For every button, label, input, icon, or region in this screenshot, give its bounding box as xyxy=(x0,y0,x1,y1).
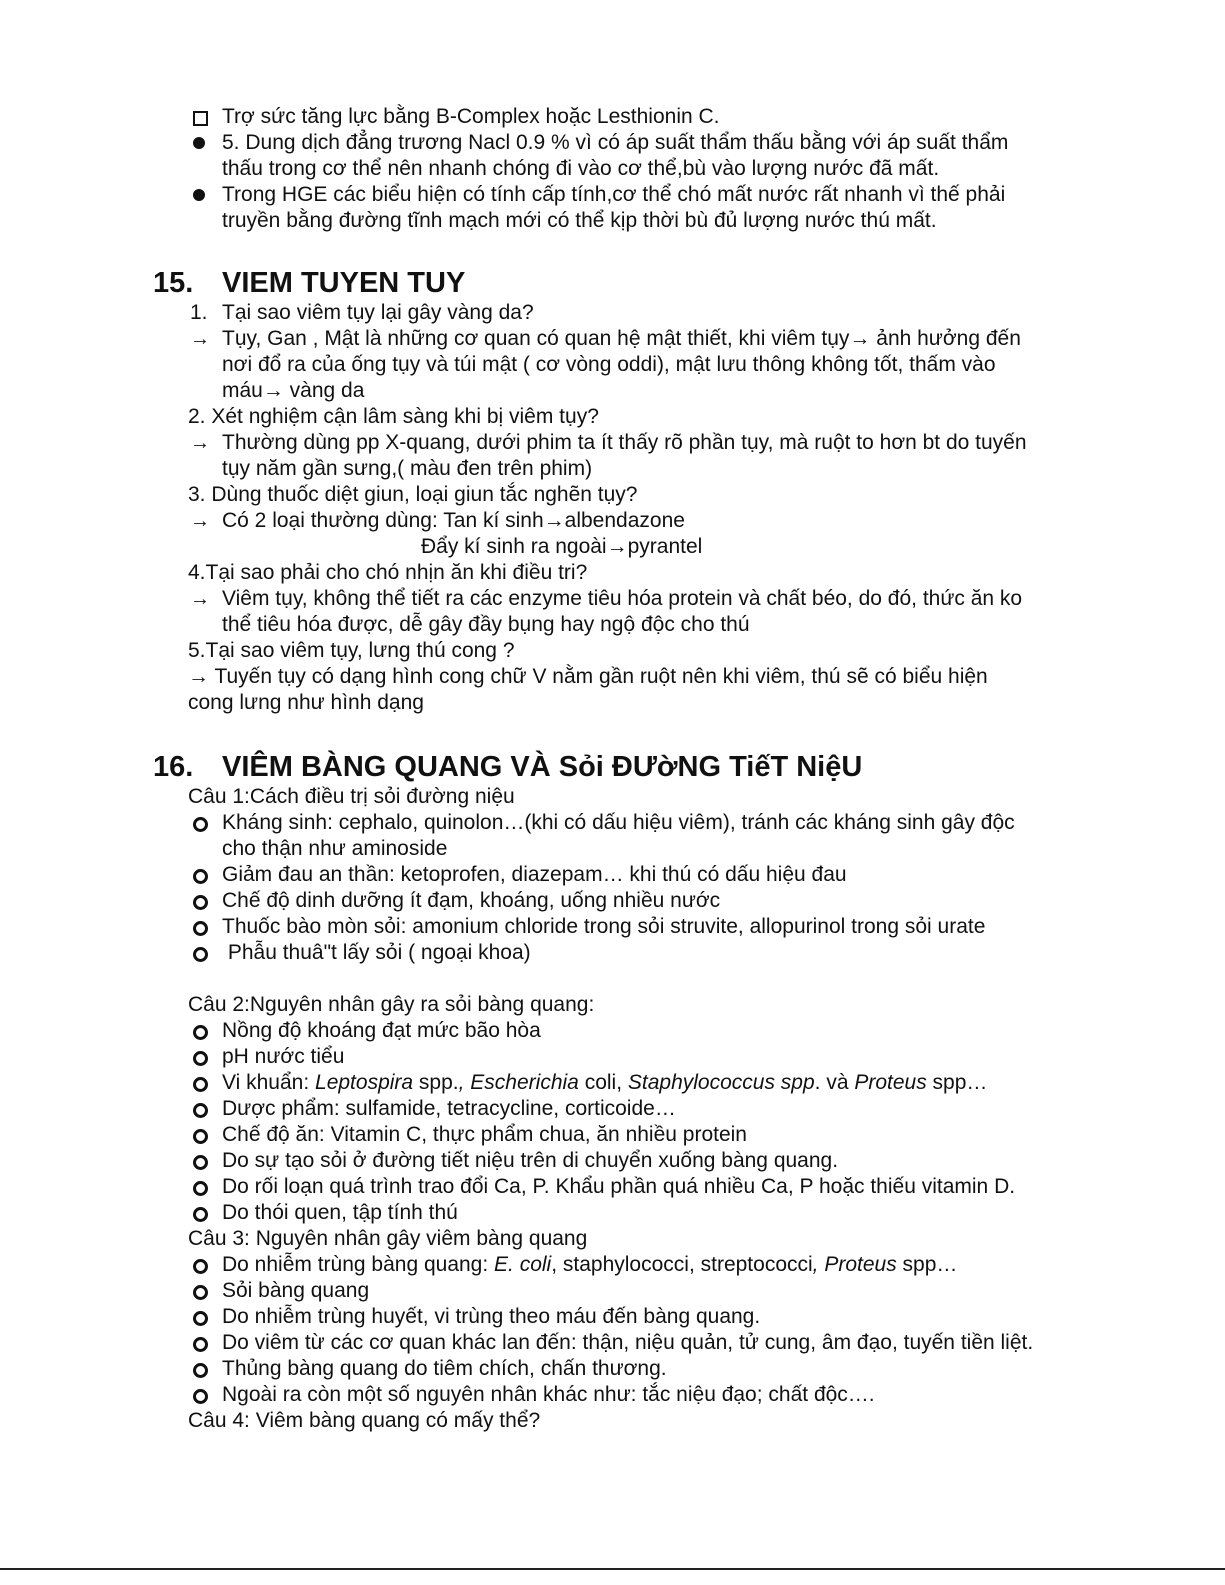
bullet-ring-icon xyxy=(193,1389,208,1404)
list-item: Giảm đau an thần: ketoprofen, diazepam… khi thú có dấu hiệu đau xyxy=(0,862,1225,888)
answer: → Tụy, Gan , Mật là những cơ quan có quan hệ mật thiết, khi viêm tụy→ ảnh hưởng đến nơi đổ ra của ống tụy và túi mật ( cơ vòng oddi), mật lưu thông không tốt, thấm vào máu→ vàng da xyxy=(190,327,1021,402)
bullet-ring-icon xyxy=(193,1259,208,1274)
bullet-ring-icon xyxy=(193,1103,208,1118)
list-item: Nồng độ khoáng đạt mức bão hòa xyxy=(0,1018,1225,1044)
bullet-ring-icon xyxy=(193,1363,208,1378)
arrow-right-icon: → xyxy=(190,328,210,350)
answer: → Viêm tụy, không thể tiết ra các enzyme tiêu hóa protein và chất béo, do đó, thức ăn ko thể tiêu hóa được, dễ gây đầy bụng hay ngộ độc cho thú xyxy=(190,587,1023,636)
list-item: 5. Dung dịch đẳng trương Nacl 0.9 % vì có áp suất thẩm thấu bằng với áp suất thẩm thấu trong cơ thể nên nhanh chóng đi vào cơ thể,bù vào lượng nước đã mất. xyxy=(0,130,1225,182)
question: 3. Dùng thuốc diệt giun, loại giun tắc nghẽn tụy? xyxy=(188,483,638,506)
list-item: Chế độ ăn: Vitamin C, thực phẩm chua, ăn nhiều protein xyxy=(0,1122,1225,1148)
bullet-ring-icon xyxy=(193,1285,208,1300)
bacteria-line: Vi khuẩn: Leptospira spp., Escherichia coli, Staphylococcus spp. và Proteus spp… xyxy=(222,1071,988,1094)
document-page xyxy=(0,104,1225,1434)
question: Câu 4: Viêm bàng quang có mấy thể? xyxy=(188,1409,541,1432)
list-item: Do rối loạn quá trình trao đổi Ca, P. Khẩu phần quá nhiều Ca, P hoặc thiếu vitamin D. xyxy=(0,1174,1225,1200)
bullet-ring-icon xyxy=(193,1077,208,1092)
list-item xyxy=(0,1252,1225,1278)
answer: → Có 2 loại thường dùng: Tan kí sinh→albendazone Đẩy kí sinh ra ngoài→pyrantel xyxy=(190,509,703,558)
section-heading: 16. VIÊM BÀNG QUANG VÀ Sỏi ĐƯờNG TiếT NiệU xyxy=(153,751,863,783)
bullet-ring-icon xyxy=(193,1129,208,1144)
bullet-ring-icon xyxy=(193,1025,208,1040)
bullet-ring-icon xyxy=(193,1051,208,1066)
bullet-ring-icon xyxy=(193,947,208,962)
list-item: Trong HGE các biểu hiện có tính cấp tính,cơ thể chó mất nước rất nhanh vì thế phải truyền bằng đường tĩnh mạch mới có thể kịp thời bù đủ lượng nước thú mất. xyxy=(0,182,1225,234)
bullet-dot-icon xyxy=(193,189,205,201)
list-item: Thuốc bào mòn sỏi: amonium chloride trong sỏi struvite, allopurinol trong sỏi urate xyxy=(0,914,1225,940)
arrow-right-icon: → xyxy=(190,588,210,610)
list-item: Kháng sinh: cephalo, quinolon…(khi có dấu hiệu viêm), tránh các kháng sinh gây độc cho thận như aminoside xyxy=(0,810,1225,862)
arrow-right-icon: → xyxy=(190,432,210,454)
bullet-ring-icon xyxy=(193,921,208,936)
bullet-ring-icon xyxy=(193,1181,208,1196)
question: 2. Xét nghiệm cận lâm sàng khi bị viêm tụy? xyxy=(188,405,599,428)
bullet-ring-icon xyxy=(193,869,208,884)
question: Câu 3: Nguyên nhân gây viêm bàng quang xyxy=(188,1227,588,1250)
list-item: Dược phẩm: sulfamide, tetracycline, corticoide… xyxy=(0,1096,1225,1122)
bullet-ring-icon xyxy=(193,1207,208,1222)
list-item: Do nhiễm trùng huyết, vi trùng theo máu đến bàng quang. xyxy=(0,1304,1225,1330)
question: 5.Tại sao viêm tụy, lưng thú cong ? xyxy=(188,639,515,662)
infection-line: Do nhiễm trùng bàng quang: E. coli, staphylococci, streptococci, Proteus spp… xyxy=(222,1253,958,1276)
bullet-ring-icon xyxy=(193,817,208,832)
list-item: Trợ sức tăng lực bằng B-Complex hoặc Lesthionin C. xyxy=(0,104,1225,130)
list-item: Do sự tạo sỏi ở đường tiết niệu trên di chuyển xuống bàng quang. xyxy=(0,1148,1225,1174)
answer: → Tuyến tụy có dạng hình cong chữ V nằm gần ruột nên khi viêm, thú sẽ có biểu hiện cong lưng như hình dạng xyxy=(188,665,988,714)
list-item: Ngoài ra còn một số nguyên nhân khác như: tắc niệu đạo; chất độc…. xyxy=(0,1382,1225,1408)
arrow-right-icon: → xyxy=(190,510,210,532)
answer: → Thường dùng pp X-quang, dưới phim ta ít thấy rõ phần tụy, mà ruột to hơn bt do tuyến tụy năm gần sưng,( màu đen trên phim) xyxy=(190,431,1027,480)
bullet-ring-icon xyxy=(193,1155,208,1170)
question: 1. Tại sao viêm tụy lại gây vàng da? xyxy=(190,301,534,324)
page-bottom-rule xyxy=(0,1568,1225,1570)
list-item: Phẫu thuâ"t lấy sỏi ( ngoại khoa) xyxy=(0,940,1225,966)
list-item xyxy=(0,1070,1225,1096)
list-item: pH nước tiểu xyxy=(0,1044,1225,1070)
bullet-ring-icon xyxy=(193,1311,208,1326)
checkbox-square-icon xyxy=(193,111,208,126)
list-item: Sỏi bàng quang xyxy=(0,1278,1225,1304)
list-item: Do viêm từ các cơ quan khác lan đến: thận, niệu quản, tử cung, âm đạo, tuyến tiền liệt. xyxy=(0,1330,1225,1356)
question: 4.Tại sao phải cho chó nhịn ăn khi điều tri? xyxy=(188,561,588,584)
list-item: Thủng bàng quang do tiêm chích, chấn thương. xyxy=(0,1356,1225,1382)
bullet-ring-icon xyxy=(193,1337,208,1352)
section-heading: 15. VIEM TUYEN TUY xyxy=(153,267,466,299)
question: Câu 1:Cách điều trị sỏi đường niệu xyxy=(188,785,515,808)
question: Câu 2:Nguyên nhân gây ra sỏi bàng quang: xyxy=(188,993,595,1016)
list-item: Chế độ dinh dưỡng ít đạm, khoáng, uống nhiều nước xyxy=(0,888,1225,914)
bullet-ring-icon xyxy=(193,895,208,910)
list-item: Do thói quen, tập tính thú xyxy=(0,1200,1225,1226)
bullet-dot-icon xyxy=(193,137,205,149)
